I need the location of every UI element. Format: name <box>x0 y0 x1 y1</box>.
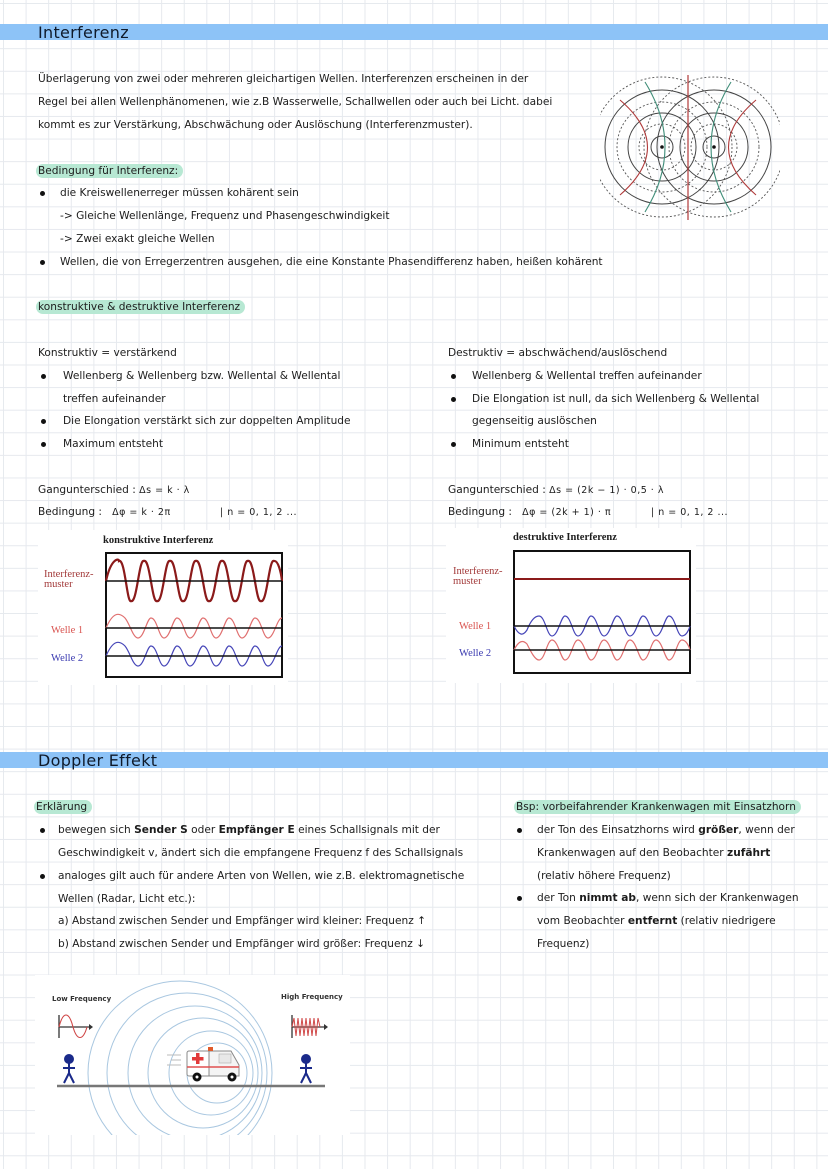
bsp-bullet-2b <box>537 914 776 928</box>
bed-label: Bedingung <box>448 506 506 518</box>
diagram-title: konstruktive Interferenz <box>103 535 214 546</box>
heading-erklaerung: Erklärung <box>34 800 92 814</box>
diagram-destruktiv <box>446 528 696 683</box>
high-frequency-wave-icon <box>292 1015 328 1038</box>
label-welle-2: Welle 2 <box>459 648 492 659</box>
bedingung-sub-1: -> Gleiche Wellenlänge, Frequenz und Phasengeschwindigkeit <box>60 210 390 222</box>
observer-left-icon <box>63 1055 75 1083</box>
text: der Ton <box>537 892 580 904</box>
konstruktiv-bullet-1b: treffen aufeinander <box>63 393 166 405</box>
section-title-interferenz: Interferenz <box>38 23 129 42</box>
bsp-bullet-2c: Frequenz) <box>537 938 590 950</box>
gang-label: Gangunterschied <box>38 484 129 496</box>
heading-konstruktiv-destruktiv: konstruktive & destruktive Interferenz <box>36 300 245 314</box>
label-welle-2: Welle 2 <box>51 653 84 664</box>
label-welle-1: Welle 1 <box>51 625 84 636</box>
destruktiv-bullet-2b: gegenseitig auslöschen <box>472 415 597 427</box>
text: oder <box>187 824 219 836</box>
heading-bedingung: Bedingung für Interferenz: <box>36 164 183 178</box>
label-muster-1: Interferenz- <box>453 566 503 577</box>
gang-formula: Δs = (2k − 1) · 0,5 · λ <box>549 485 664 496</box>
empfaenger-bold: Empfänger E <box>218 824 295 836</box>
bsp-bullet-1a <box>537 823 795 837</box>
groesser-bold: größer <box>698 824 739 836</box>
bedingung-sub-2: -> Zwei exakt gleiche Wellen <box>60 233 215 245</box>
high-frequency-label: High Frequency <box>281 993 343 1001</box>
destruktiv-gang: Gangunterschied : Δs = (2k − 1) · 0,5 · λ <box>448 484 664 496</box>
konstruktiv-gang: Gangunterschied : Δs = k · λ <box>38 484 190 496</box>
gang-label: Gangunterschied <box>448 484 539 496</box>
observer-right-icon <box>300 1055 312 1083</box>
bullet-icon <box>41 419 46 424</box>
bullet-icon <box>40 828 45 833</box>
bed-formula: Δφ = k · 2π <box>112 507 171 518</box>
bullet-icon <box>451 374 456 379</box>
interference-pattern-figure <box>600 70 780 225</box>
heading-beispiel: Bsp: vorbeifahrender Krankenwagen mit Einsatzhorn <box>514 800 801 814</box>
bedingung-bullet-2: Wellen, die von Erregerzentren ausgehen, die eine Konstante Phasendifferenz haben, heißen kohärent <box>60 256 603 268</box>
text: Krankenwagen auf den Beobachter <box>537 847 728 859</box>
text: der Ton des Einsatzhorns wird <box>537 824 699 836</box>
bullet-icon <box>40 874 45 879</box>
destruktiv-bullet-3: Minimum entsteht <box>472 438 569 450</box>
bsp-bullet-2a <box>537 891 799 905</box>
erklaerung-bullet-2a: analoges gilt auch für andere Arten von Wellen, wie z.B. elektromagnetische <box>58 870 465 882</box>
sender-bold: Sender S <box>134 824 188 836</box>
diagram-konstruktiv <box>38 530 288 685</box>
bsp-bullet-1b <box>537 846 770 860</box>
bullet-icon <box>41 374 46 379</box>
label-muster-2: muster <box>44 579 73 590</box>
entfernt-bold: entfernt <box>627 915 678 927</box>
gang-formula: Δs = k · λ <box>139 485 190 496</box>
erklaerung-item-a: a) Abstand zwischen Sender und Empfänger wird kleiner: Frequenz ↑ <box>58 915 427 927</box>
bullet-icon <box>40 260 45 265</box>
bed-formula: Δφ = (2k + 1) · π <box>522 507 612 518</box>
konstruktiv-title: Konstruktiv = verstärkend <box>38 347 177 359</box>
erklaerung-bullet-1a <box>58 823 440 837</box>
erklaerung-bullet-2b: Wellen (Radar, Licht etc.): <box>58 893 196 905</box>
destruktiv-range: | n = 0, 1, 2 ... <box>651 507 729 518</box>
bed-label: Bedingung <box>38 506 96 518</box>
low-frequency-label: Low Frequency <box>52 995 112 1003</box>
text: vom Beobachter <box>537 915 628 927</box>
destruktiv-bullet-1: Wellenberg & Wellental treffen aufeinander <box>472 370 702 382</box>
label-muster-1: Interferenz- <box>44 569 94 580</box>
bullet-icon <box>517 828 522 833</box>
erklaerung-bullet-1b: Geschwindigkeit v, ändert sich die empfangene Frequenz f des Schallsignals <box>58 847 464 859</box>
text: (relativ niedrigere <box>677 915 776 927</box>
bullet-icon <box>451 397 456 402</box>
text: eines Schallsignals mit der <box>294 824 440 836</box>
zufaehrt-bold: zufährt <box>727 847 771 859</box>
bsp-bullet-1c: (relativ höhere Frequenz) <box>537 870 671 882</box>
diagram-title: destruktive Interferenz <box>513 532 617 543</box>
text: , wenn sich der Krankenwagen <box>635 892 799 904</box>
intro-line-2: Regel bei allen Wellenphänomenen, wie z.B Wasserwelle, Schallwellen oder auch bei Licht. dabei <box>38 96 553 108</box>
wave-plot-konstruktiv <box>105 552 283 678</box>
text: , wenn der <box>738 824 795 836</box>
destruktiv-bedingung: Bedingung : Δφ = (2k + 1) · π <box>448 506 612 518</box>
intro-line-3: kommt es zur Verstärkung, Abschwächung oder Auslöschung (Interferenzmuster). <box>38 119 473 131</box>
konstruktiv-bullet-2: Die Elongation verstärkt sich zur doppelten Amplitude <box>63 415 351 427</box>
label-welle-1: Welle 1 <box>459 621 492 632</box>
erklaerung-item-b: b) Abstand zwischen Sender und Empfänger wird größer: Frequenz ↓ <box>58 938 426 950</box>
konstruktiv-bedingung: Bedingung : Δφ = k · 2π <box>38 506 171 518</box>
destruktiv-title: Destruktiv = abschwächend/auslöschend <box>448 347 668 359</box>
bullet-icon <box>517 896 522 901</box>
bullet-icon <box>451 442 456 447</box>
konstruktiv-bullet-3: Maximum entsteht <box>63 438 164 450</box>
bullet-icon <box>41 442 46 447</box>
text: bewegen sich <box>58 824 135 836</box>
konstruktiv-range: | n = 0, 1, 2 ... <box>220 507 298 518</box>
konstruktiv-bullet-1a: Wellenberg & Wellenberg bzw. Wellental & Wellental <box>63 370 341 382</box>
section-title-doppler: Doppler Effekt <box>38 751 158 770</box>
ambulance-icon <box>167 1047 239 1082</box>
label-muster-2: muster <box>453 576 482 587</box>
destruktiv-bullet-2a: Die Elongation ist null, da sich Wellenberg & Wellental <box>472 393 760 405</box>
bedingung-bullet-1: die Kreiswellenerreger müssen kohärent sein <box>60 187 299 199</box>
bullet-icon <box>40 191 45 196</box>
nimmt-ab-bold: nimmt ab <box>579 892 636 904</box>
intro-line-1: Überlagerung von zwei oder mehreren gleichartigen Wellen. Interferenzen erscheinen in der <box>38 73 529 85</box>
doppler-illustration <box>35 975 350 1135</box>
doppler-scene-graphic <box>35 975 350 1135</box>
wave-plot-destruktiv <box>513 550 691 674</box>
low-frequency-wave-icon <box>59 1015 93 1038</box>
